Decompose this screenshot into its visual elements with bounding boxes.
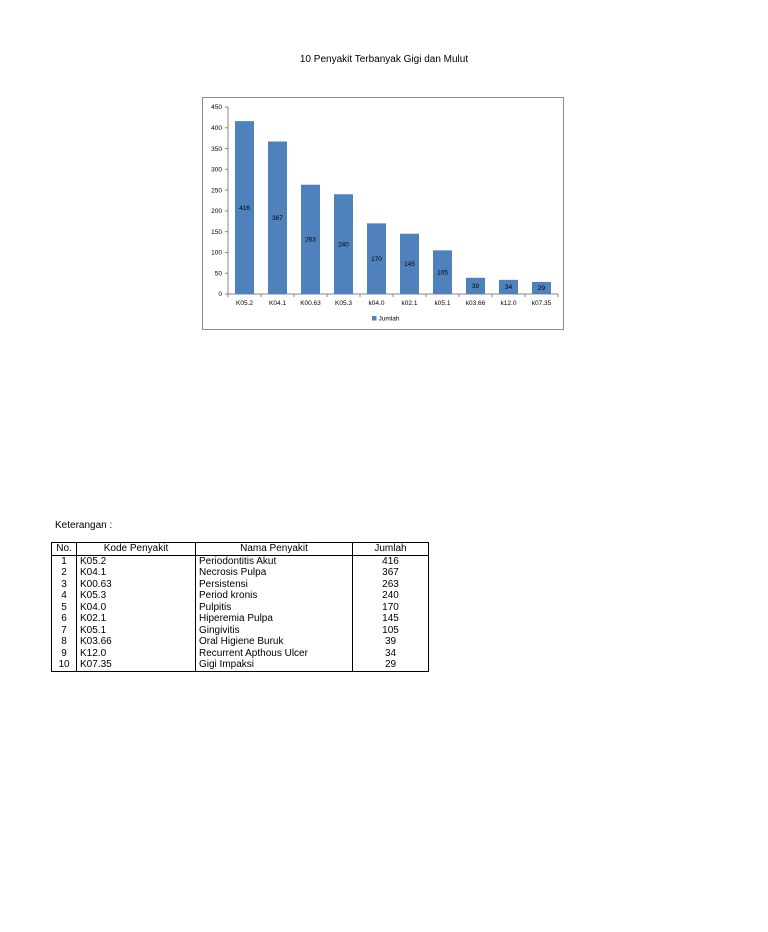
cell-kode: K05.3: [77, 590, 196, 602]
cell-jumlah: 29: [353, 659, 429, 671]
cell-no: 6: [52, 613, 77, 625]
cell-kode: K03.66: [77, 636, 196, 648]
cell-kode: K05.2: [77, 555, 196, 567]
cell-nama: Periodontitis Akut: [196, 555, 353, 567]
bar-data-label: 39: [471, 283, 480, 291]
bar-data-label: 240: [338, 241, 349, 249]
cell-nama: Gingivitis: [196, 625, 353, 637]
bar-chart: [202, 97, 564, 330]
cell-kode: K05.1: [77, 625, 196, 637]
y-tick-label: 400: [211, 124, 222, 132]
cell-kode: K00.63: [77, 579, 196, 591]
table-row: [52, 555, 429, 567]
bar-data-label: 29: [537, 285, 546, 293]
page-title: 10 Penyakit Terbanyak Gigi dan Mulut: [299, 54, 469, 65]
y-tick-label: 450: [211, 104, 222, 112]
y-tick-label: 100: [211, 249, 222, 257]
bar-data-label: 263: [305, 236, 316, 244]
disease-table: [51, 542, 429, 672]
x-tick-label: k04.0: [368, 300, 385, 307]
cell-jumlah: 105: [353, 625, 429, 637]
header-no: No.: [52, 543, 77, 556]
y-tick-label: 50: [214, 270, 222, 278]
x-tick-label: k03.66: [465, 300, 486, 307]
cell-no: 10: [52, 659, 77, 671]
cell-kode: K07.35: [77, 659, 196, 671]
x-tick-label: K00.63: [300, 300, 321, 307]
legend-swatch: [372, 316, 377, 321]
table-row: [52, 613, 429, 625]
cell-jumlah: 39: [353, 636, 429, 648]
cell-jumlah: 240: [353, 590, 429, 602]
cell-kode: K04.1: [77, 567, 196, 579]
cell-jumlah: 34: [353, 648, 429, 660]
cell-no: 5: [52, 602, 77, 614]
table-row: [52, 659, 429, 671]
bar-data-label: 416: [239, 204, 250, 212]
y-tick-label: 200: [211, 208, 222, 216]
cell-no: 7: [52, 625, 77, 637]
table-header-row: [52, 543, 429, 556]
legend-label: Jumlah: [378, 315, 400, 323]
x-tick-label: k07.35: [531, 300, 552, 307]
cell-nama: Pulpitis: [196, 602, 353, 614]
y-tick-label: 350: [211, 145, 222, 153]
table-row: [52, 590, 429, 602]
cell-jumlah: 263: [353, 579, 429, 591]
bar-data-label: 34: [504, 284, 513, 292]
x-tick-label: K04.1: [269, 300, 286, 307]
cell-jumlah: 170: [353, 602, 429, 614]
table-row: [52, 625, 429, 637]
y-tick-label: 250: [211, 187, 222, 195]
cell-nama: Necrosis Pulpa: [196, 567, 353, 579]
cell-kode: K04.0: [77, 602, 196, 614]
header-nama-penyakit: Nama Penyakit: [196, 543, 353, 556]
bar-data-label: 170: [371, 255, 382, 263]
x-tick-label: K05.3: [335, 300, 352, 307]
header-kode-penyakit: Kode Penyakit: [77, 543, 196, 556]
bar-data-label: 145: [404, 261, 415, 269]
keterangan-label: Keterangan :: [55, 520, 113, 531]
cell-no: 8: [52, 636, 77, 648]
cell-no: 3: [52, 579, 77, 591]
header-jumlah: Jumlah: [353, 543, 429, 556]
cell-no: 2: [52, 567, 77, 579]
cell-jumlah: 145: [353, 613, 429, 625]
cell-jumlah: 416: [353, 555, 429, 567]
cell-nama: Persistensi: [196, 579, 353, 591]
table-row: [52, 636, 429, 648]
x-tick-label: k02.1: [401, 300, 418, 307]
cell-nama: Hiperemia Pulpa: [196, 613, 353, 625]
bar-data-label: 105: [437, 269, 448, 277]
x-tick-label: K05.2: [236, 300, 253, 307]
bar-chart-svg: [203, 98, 565, 331]
cell-nama: Oral Higiene Buruk: [196, 636, 353, 648]
y-tick-label: 150: [211, 228, 222, 236]
table-row: [52, 602, 429, 614]
table-row: [52, 579, 429, 591]
cell-no: 9: [52, 648, 77, 660]
cell-nama: Gigi Impaksi: [196, 659, 353, 671]
cell-kode: K02.1: [77, 613, 196, 625]
x-tick-label: k12.0: [500, 300, 517, 307]
table-row: [52, 648, 429, 660]
cell-nama: Recurrent Apthous Ulcer: [196, 648, 353, 660]
cell-jumlah: 367: [353, 567, 429, 579]
cell-no: 1: [52, 555, 77, 567]
cell-no: 4: [52, 590, 77, 602]
cell-kode: K12.0: [77, 648, 196, 660]
y-tick-label: 0: [218, 291, 222, 299]
bar-data-label: 367: [272, 214, 283, 222]
table-row: [52, 567, 429, 579]
cell-nama: Period kronis: [196, 590, 353, 602]
y-tick-label: 300: [211, 166, 222, 174]
x-tick-label: k05.1: [434, 300, 451, 307]
